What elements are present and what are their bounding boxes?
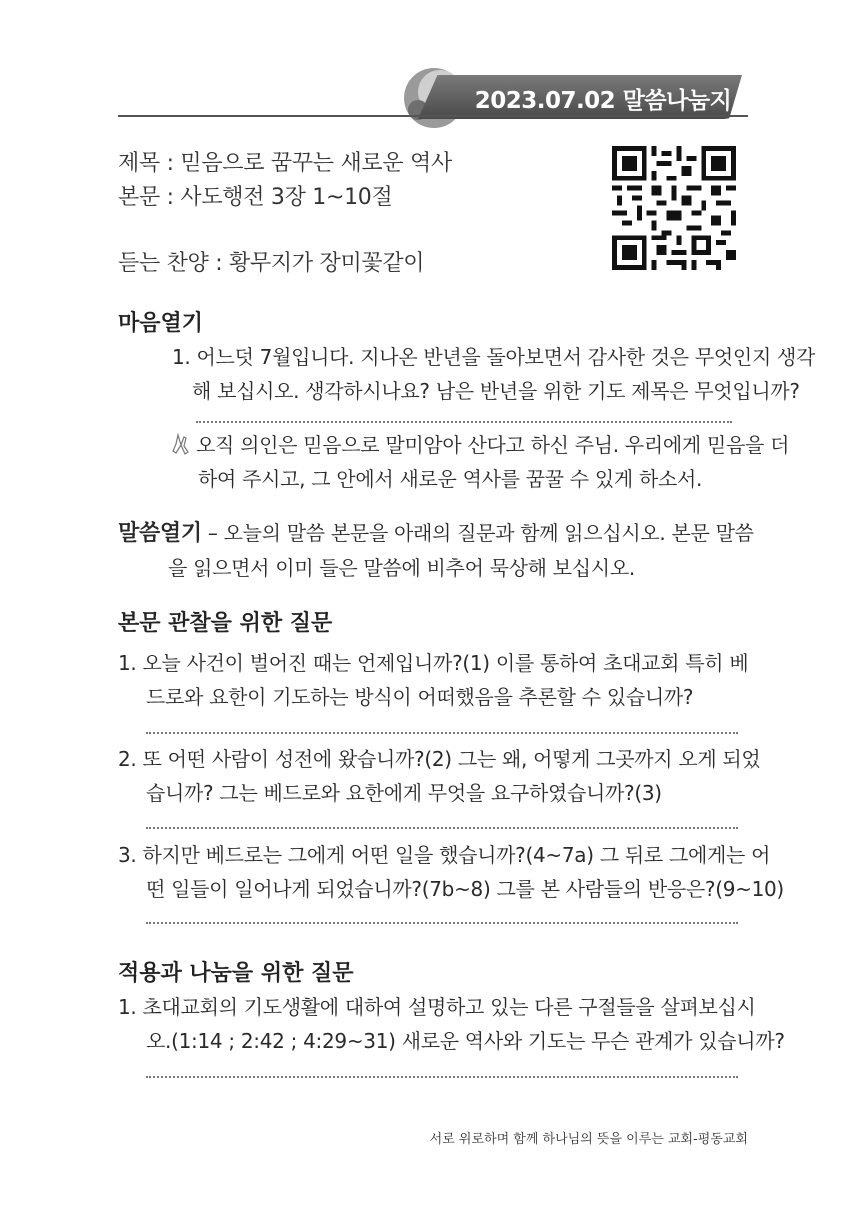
praying-hands-icon: [170, 433, 192, 455]
header-divider: [118, 115, 748, 117]
prayer-line1: 오직 의인은 믿음으로 말미암아 산다고 하신 주님. 우리에게 믿음을 더: [196, 433, 790, 457]
answer-line: [146, 922, 738, 924]
obs-q3-line1: 3. 하지만 베드로는 그에게 어떤 일을 했습니까?(4~7a) 그 뒤로 그에게는 어: [118, 843, 771, 867]
obs-q2-line1: 2. 또 어떤 사람이 성전에 왔습니까?(2) 그는 왜, 어떻게 그곳까지 오게 되었: [118, 747, 761, 771]
opening-q1-line1: 1. 어느덧 7월입니다. 지나온 반년을 돌아보면서 감사한 것은 무엇인지 생각: [172, 345, 816, 369]
obs-q3-line2: 떤 일들이 일어나게 되었습니까?(7b~8) 그를 본 사람들의 반응은?(9~10): [146, 877, 784, 901]
opening-question-1: [172, 340, 815, 408]
observation-question-2: [118, 742, 760, 810]
word-line1: – 오늘의 말씀 본문을 아래의 질문과 함께 읽으십시오. 본문 말씀: [201, 521, 754, 545]
opening-q1-line2: 해 보십시오. 생각하시나요? 남은 반년을 위한 기도 제목은 무엇입니까?: [192, 379, 800, 403]
application-question-1: [118, 990, 785, 1058]
prayer: [170, 428, 789, 496]
word-section: [118, 516, 754, 585]
sermon-title: 제목 : 믿음으로 꿈꾸는 새로운 역사: [118, 151, 452, 176]
word-line2: 을 읽으면서 이미 들은 말씀에 비추어 묵상해 보십시오.: [168, 556, 635, 580]
app-q1-line1: 1. 초대교회의 기도생활에 대하여 설명하고 있는 다른 구절들을 살펴보십시: [118, 995, 756, 1019]
section-heading-application: 적용과 나눔을 위한 질문: [118, 961, 354, 986]
answer-line: [146, 827, 738, 829]
hymn: 듣는 찬양 : 황무지가 장미꽃같이: [118, 251, 425, 276]
answer-line: [196, 421, 732, 423]
observation-question-1: [118, 646, 748, 714]
scripture-text: 본문 : 사도행전 3장 1~10절: [118, 185, 393, 210]
obs-q2-line2: 습니까? 그는 베드로와 요한에게 무엇을 요구하였습니까?(3): [146, 781, 662, 805]
app-q1-line2: 오.(1:14 ; 2:42 ; 4:29~31) 새로운 역사와 기도는 무슨 관계가 있습니까?: [146, 1029, 785, 1053]
observation-question-3: [118, 838, 784, 906]
answer-line: [146, 732, 738, 734]
footer-motto: 서로 위로하며 함께 하나님의 뜻을 이루는 교회-평동교회: [429, 1132, 748, 1147]
page-title: 2023.07.02 말씀나눔지: [474, 88, 732, 114]
obs-q1-line1: 1. 오늘 사건이 벌어진 때는 언제입니까?(1) 이를 통하여 초대교회 특히 베: [118, 651, 749, 675]
answer-line: [146, 1076, 738, 1078]
obs-q1-line2: 드로와 요한이 기도하는 방식이 어떠했음을 추론할 수 있습니까?: [146, 685, 694, 709]
section-heading-opening: 마음열기: [118, 311, 204, 336]
section-heading-observation: 본문 관찰을 위한 질문: [118, 611, 333, 636]
qr-code-icon: [612, 146, 736, 270]
prayer-line2: 하여 주시고, 그 안에서 새로운 역사를 꿈꿀 수 있게 하소서.: [198, 467, 703, 491]
section-heading-word: 말씀열기: [118, 521, 202, 546]
